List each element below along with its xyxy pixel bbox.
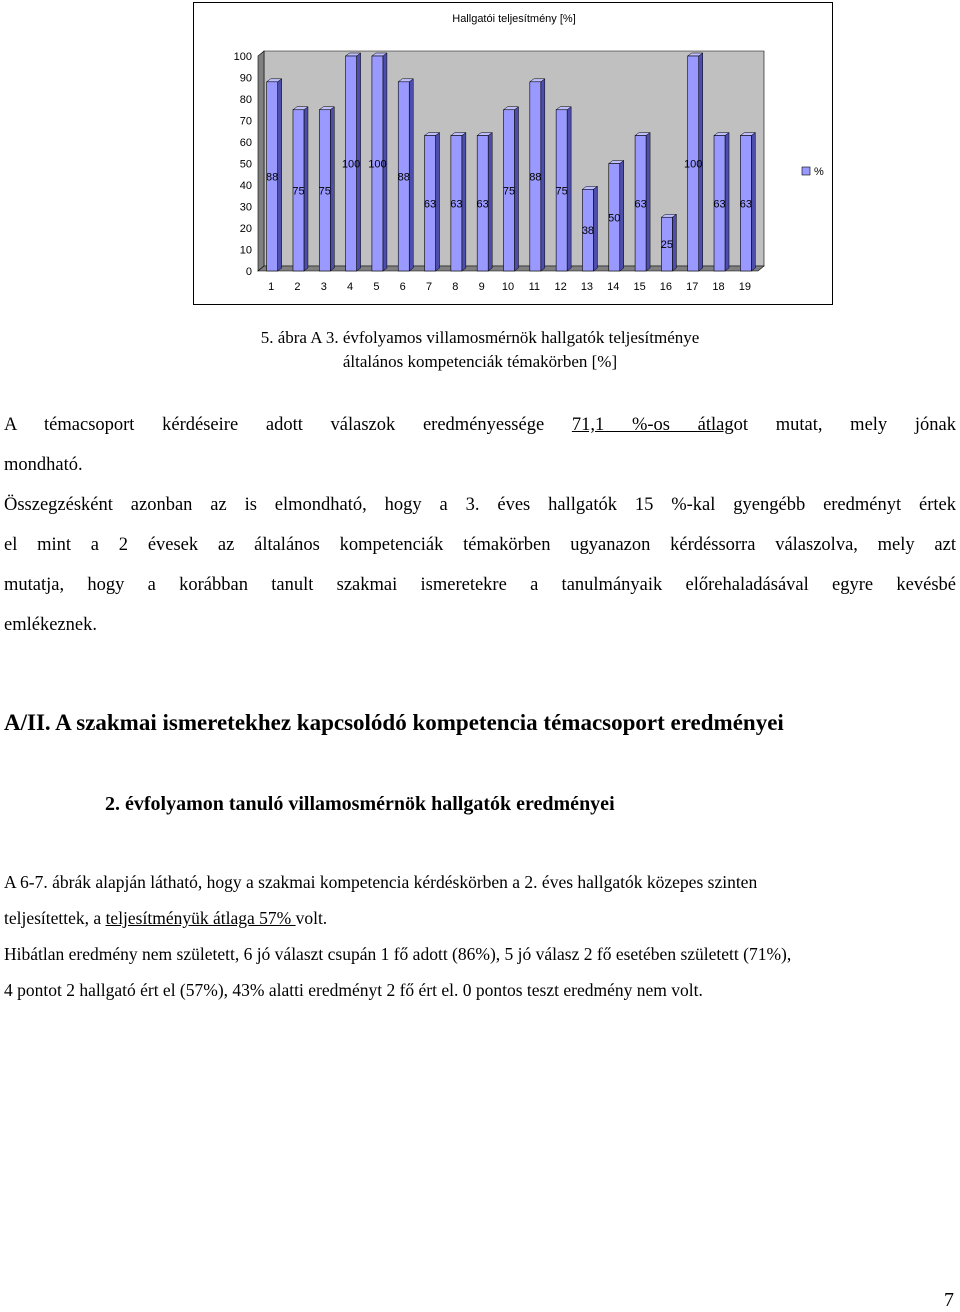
x-tick-label: 3 (320, 281, 327, 293)
data-label: 100 (341, 158, 361, 171)
data-label: 88 (397, 171, 410, 184)
y-tick-label: 40 (239, 180, 252, 192)
x-tick-label: 14 (607, 281, 620, 293)
underlined-average-57: teljesítményük átlaga 57% (105, 908, 296, 928)
paragraph-details-line-2: 4 pontot 2 hallgató ért el (57%), 43% alatti eredményt 2 fő ért el. 0 pontos teszt eredmény nem volt. (4, 980, 703, 1000)
x-tick-label: 2 (294, 281, 301, 293)
data-label: 50 (608, 212, 621, 225)
y-tick-label: 80 (239, 94, 252, 106)
y-tick-label: 10 (239, 244, 252, 257)
x-tick-label: 8 (452, 281, 459, 293)
x-tick-label: 18 (712, 281, 725, 293)
paragraph-summary-line-2: el mint a 2 évesek az általános kompetenciák témakörben ugyanazon kérdéssorra válaszolva, mely azt (4, 535, 956, 555)
legend-swatch (802, 167, 810, 175)
data-label: 75 (555, 185, 568, 198)
bar-chart (194, 3, 834, 306)
data-label: 88 (529, 171, 542, 184)
data-label: 63 (476, 198, 489, 211)
y-tick-label: 90 (239, 72, 252, 85)
page-number: 7 (944, 1289, 954, 1311)
x-tick-label: 6 (399, 281, 406, 293)
y-tick-label: 20 (239, 223, 252, 235)
paragraph-results-line-2: teljesítettek, a teljesítményük átlaga 57% volt. (4, 908, 328, 928)
x-tick-label: 19 (738, 281, 751, 293)
x-tick-label: 13 (580, 281, 594, 293)
figure-caption-line-1: 5. ábra A 3. évfolyamos villamosmérnök hallgatók teljesítménye (260, 328, 700, 347)
figure-caption-line-2: általános kompetenciák témakörben [%] (342, 352, 618, 371)
subsection-heading: 2. évfolyamon tanuló villamosmérnök hallgatók eredményei (105, 793, 615, 815)
chart-title: Hallgatói teljesítmény [%] (452, 13, 576, 25)
x-tick-label: 11 (528, 281, 541, 293)
legend-label: % (814, 166, 824, 178)
x-tick-label: 12 (554, 281, 567, 293)
paragraph-average (4, 405, 956, 485)
data-label: 63 (713, 198, 726, 211)
x-tick-label: 16 (659, 281, 673, 293)
data-label: 38 (581, 225, 595, 238)
paragraph-summary (4, 485, 956, 645)
data-label: 75 (318, 185, 331, 198)
paragraph-results-line-1: A 6-7. ábrák alapján látható, hogy a szakmai kompetencia kérdéskörben a 2. éves hallgatók közepes szinten (4, 872, 758, 892)
data-label: 63 (634, 198, 647, 211)
underlined-average: 71,1 %-os átlag (571, 415, 734, 435)
chart-side-wall (258, 51, 264, 271)
y-tick-label: 50 (239, 158, 252, 171)
y-tick-label: 70 (239, 115, 252, 128)
data-label: 63 (739, 198, 752, 211)
data-label: 75 (292, 185, 305, 198)
data-label: 63 (450, 198, 463, 211)
y-tick-label: 30 (239, 201, 252, 214)
y-tick-label: 100 (233, 51, 252, 63)
x-tick-label: 1 (268, 281, 275, 293)
data-label: 88 (266, 171, 279, 184)
data-label: 25 (660, 239, 674, 252)
data-label: 100 (684, 158, 703, 171)
paragraph-summary-line-3: mutatja, hogy a korábban tanult szakmai ismeretekre a tanulmányaik előrehaladásával egyre kevésbé (4, 575, 956, 595)
data-label: 100 (368, 158, 387, 171)
y-tick-label: 0 (245, 266, 252, 278)
paragraph-average-line-1: A témacsoport kérdéseire adott válaszok eredményessége 71,1 %-os átlagot mutat, mely jónak (4, 415, 956, 435)
paragraph-summary-line-1: Összegzésként azonban az is elmondható, hogy a 3. éves hallgatók 15 %-kal gyengébb eredményt értek (4, 495, 956, 515)
x-tick-label: 4 (347, 281, 354, 293)
paragraph-summary-line-4: emlékeznek. (4, 615, 97, 635)
data-label: 75 (502, 185, 516, 198)
x-tick-label: 15 (633, 281, 646, 293)
paragraph-results (4, 864, 956, 1008)
section-heading: A/II. A szakmai ismeretekhez kapcsolódó kompetencia témacsoport eredményei (4, 710, 784, 735)
data-label: 63 (423, 198, 437, 211)
paragraph-average-line-2: mondható. (4, 455, 83, 475)
x-tick-label: 5 (373, 281, 380, 293)
y-tick-label: 60 (239, 137, 252, 149)
x-tick-label: 10 (501, 281, 515, 293)
paragraph-details-line-1: Hibátlan eredmény nem született, 6 jó választ csupán 1 fő adott (86%), 5 jó válasz 2 fő esetében született (71%), (4, 944, 792, 964)
x-tick-label: 17 (686, 281, 699, 293)
x-tick-label: 7 (425, 281, 433, 293)
x-tick-label: 9 (478, 281, 485, 293)
chart-frame (193, 2, 833, 305)
